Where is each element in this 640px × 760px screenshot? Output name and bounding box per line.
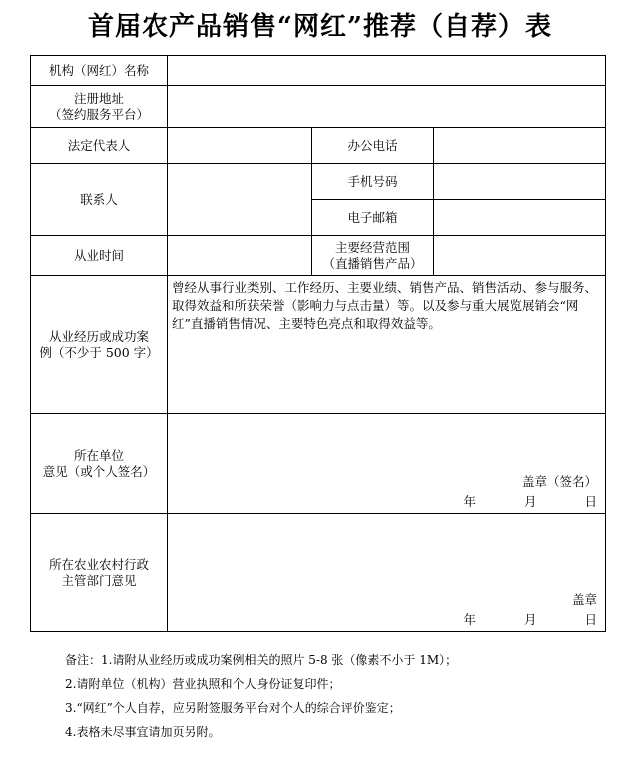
row-contact-mobile bbox=[31, 164, 606, 200]
recommendation-form-table bbox=[30, 55, 606, 632]
row-unit-opinion bbox=[31, 414, 606, 514]
unit-date-month: 月 bbox=[524, 494, 537, 509]
unit-date-year: 年 bbox=[463, 494, 477, 509]
note-item: 3.“网红”个人自荐，应另附签服务平台对个人的综合评价鉴定； bbox=[65, 701, 401, 715]
note-item: 备注：1.请附从业经历或成功案例相关的照片 5-8 张（像素不小于 1M）； bbox=[65, 653, 458, 667]
dept-date bbox=[464, 612, 597, 628]
address-label bbox=[31, 86, 168, 128]
scope-field[interactable] bbox=[434, 236, 606, 276]
dept-label-line2: 主管部门意见 bbox=[61, 572, 137, 588]
unit-opinion-field[interactable] bbox=[168, 414, 606, 514]
dept-date-day: 日 bbox=[584, 612, 598, 627]
dept-date-month: 月 bbox=[524, 612, 537, 627]
contact-field[interactable] bbox=[168, 164, 312, 236]
unit-seal-label: 盖章（签名） bbox=[522, 474, 598, 489]
unit-opinion-label bbox=[31, 414, 168, 514]
legal-rep-label: 法定代表人 bbox=[31, 128, 168, 164]
mobile-label: 手机号码 bbox=[312, 164, 434, 200]
experience-label-line1: 从业经历或成功案 bbox=[48, 328, 149, 344]
mobile-field[interactable] bbox=[434, 164, 606, 200]
row-experience bbox=[31, 276, 606, 414]
scope-label-line2: （直播销售产品） bbox=[322, 255, 423, 271]
address-label-line1: 注册地址 bbox=[73, 90, 124, 106]
notes-section bbox=[65, 648, 625, 744]
legal-rep-field[interactable] bbox=[168, 128, 312, 164]
org-name-label: 机构（网红）名称 bbox=[31, 56, 168, 86]
unit-date bbox=[464, 494, 597, 510]
note-item: 2.请附单位（机构）营业执照和个人身份证复印件； bbox=[65, 677, 341, 691]
scope-label-line1: 主要经营范围 bbox=[334, 239, 410, 255]
address-label-line2: （签约服务平台） bbox=[48, 106, 149, 122]
dept-opinion-label bbox=[31, 514, 168, 632]
office-phone-label: 办公电话 bbox=[312, 128, 434, 164]
experience-label-line2: 例（不少于 500 字） bbox=[39, 344, 159, 360]
note-item: 4.表格未尽事宜请加页另附。 bbox=[65, 725, 221, 739]
org-name-field[interactable] bbox=[168, 56, 606, 86]
scope-label bbox=[312, 236, 434, 276]
dept-date-year: 年 bbox=[463, 612, 477, 627]
row-dept-opinion bbox=[31, 514, 606, 632]
unit-date-day: 日 bbox=[584, 494, 598, 509]
row-legal-rep bbox=[31, 128, 606, 164]
email-field[interactable] bbox=[434, 200, 606, 236]
experience-field[interactable]: 曾经从事行业类别、工作经历、主要业绩、销售产品、销售活动、参与服务、取得效益和所获荣誉（影响力与点击量）等。以及参与重大展览展销会“网红”直播销售情况、主要特色亮点和取得效益等。 bbox=[168, 276, 606, 414]
contact-label: 联系人 bbox=[31, 164, 168, 236]
dept-opinion-field[interactable] bbox=[168, 514, 606, 632]
row-address bbox=[31, 86, 606, 128]
email-label: 电子邮箱 bbox=[312, 200, 434, 236]
years-field[interactable] bbox=[168, 236, 312, 276]
experience-label bbox=[31, 276, 168, 414]
row-org-name bbox=[31, 56, 606, 86]
years-label: 从业时间 bbox=[31, 236, 168, 276]
row-years bbox=[31, 236, 606, 276]
unit-label-line1: 所在单位 bbox=[73, 447, 124, 463]
unit-label-line2: 意见（或个人签名） bbox=[42, 463, 156, 479]
address-field[interactable] bbox=[168, 86, 606, 128]
form-title: 首届农产品销售“网红”推荐（自荐）表 bbox=[88, 12, 552, 42]
dept-label-line1: 所在农业农村行政 bbox=[48, 556, 149, 572]
office-phone-field[interactable] bbox=[434, 128, 606, 164]
dept-seal-label: 盖章 bbox=[572, 592, 598, 607]
